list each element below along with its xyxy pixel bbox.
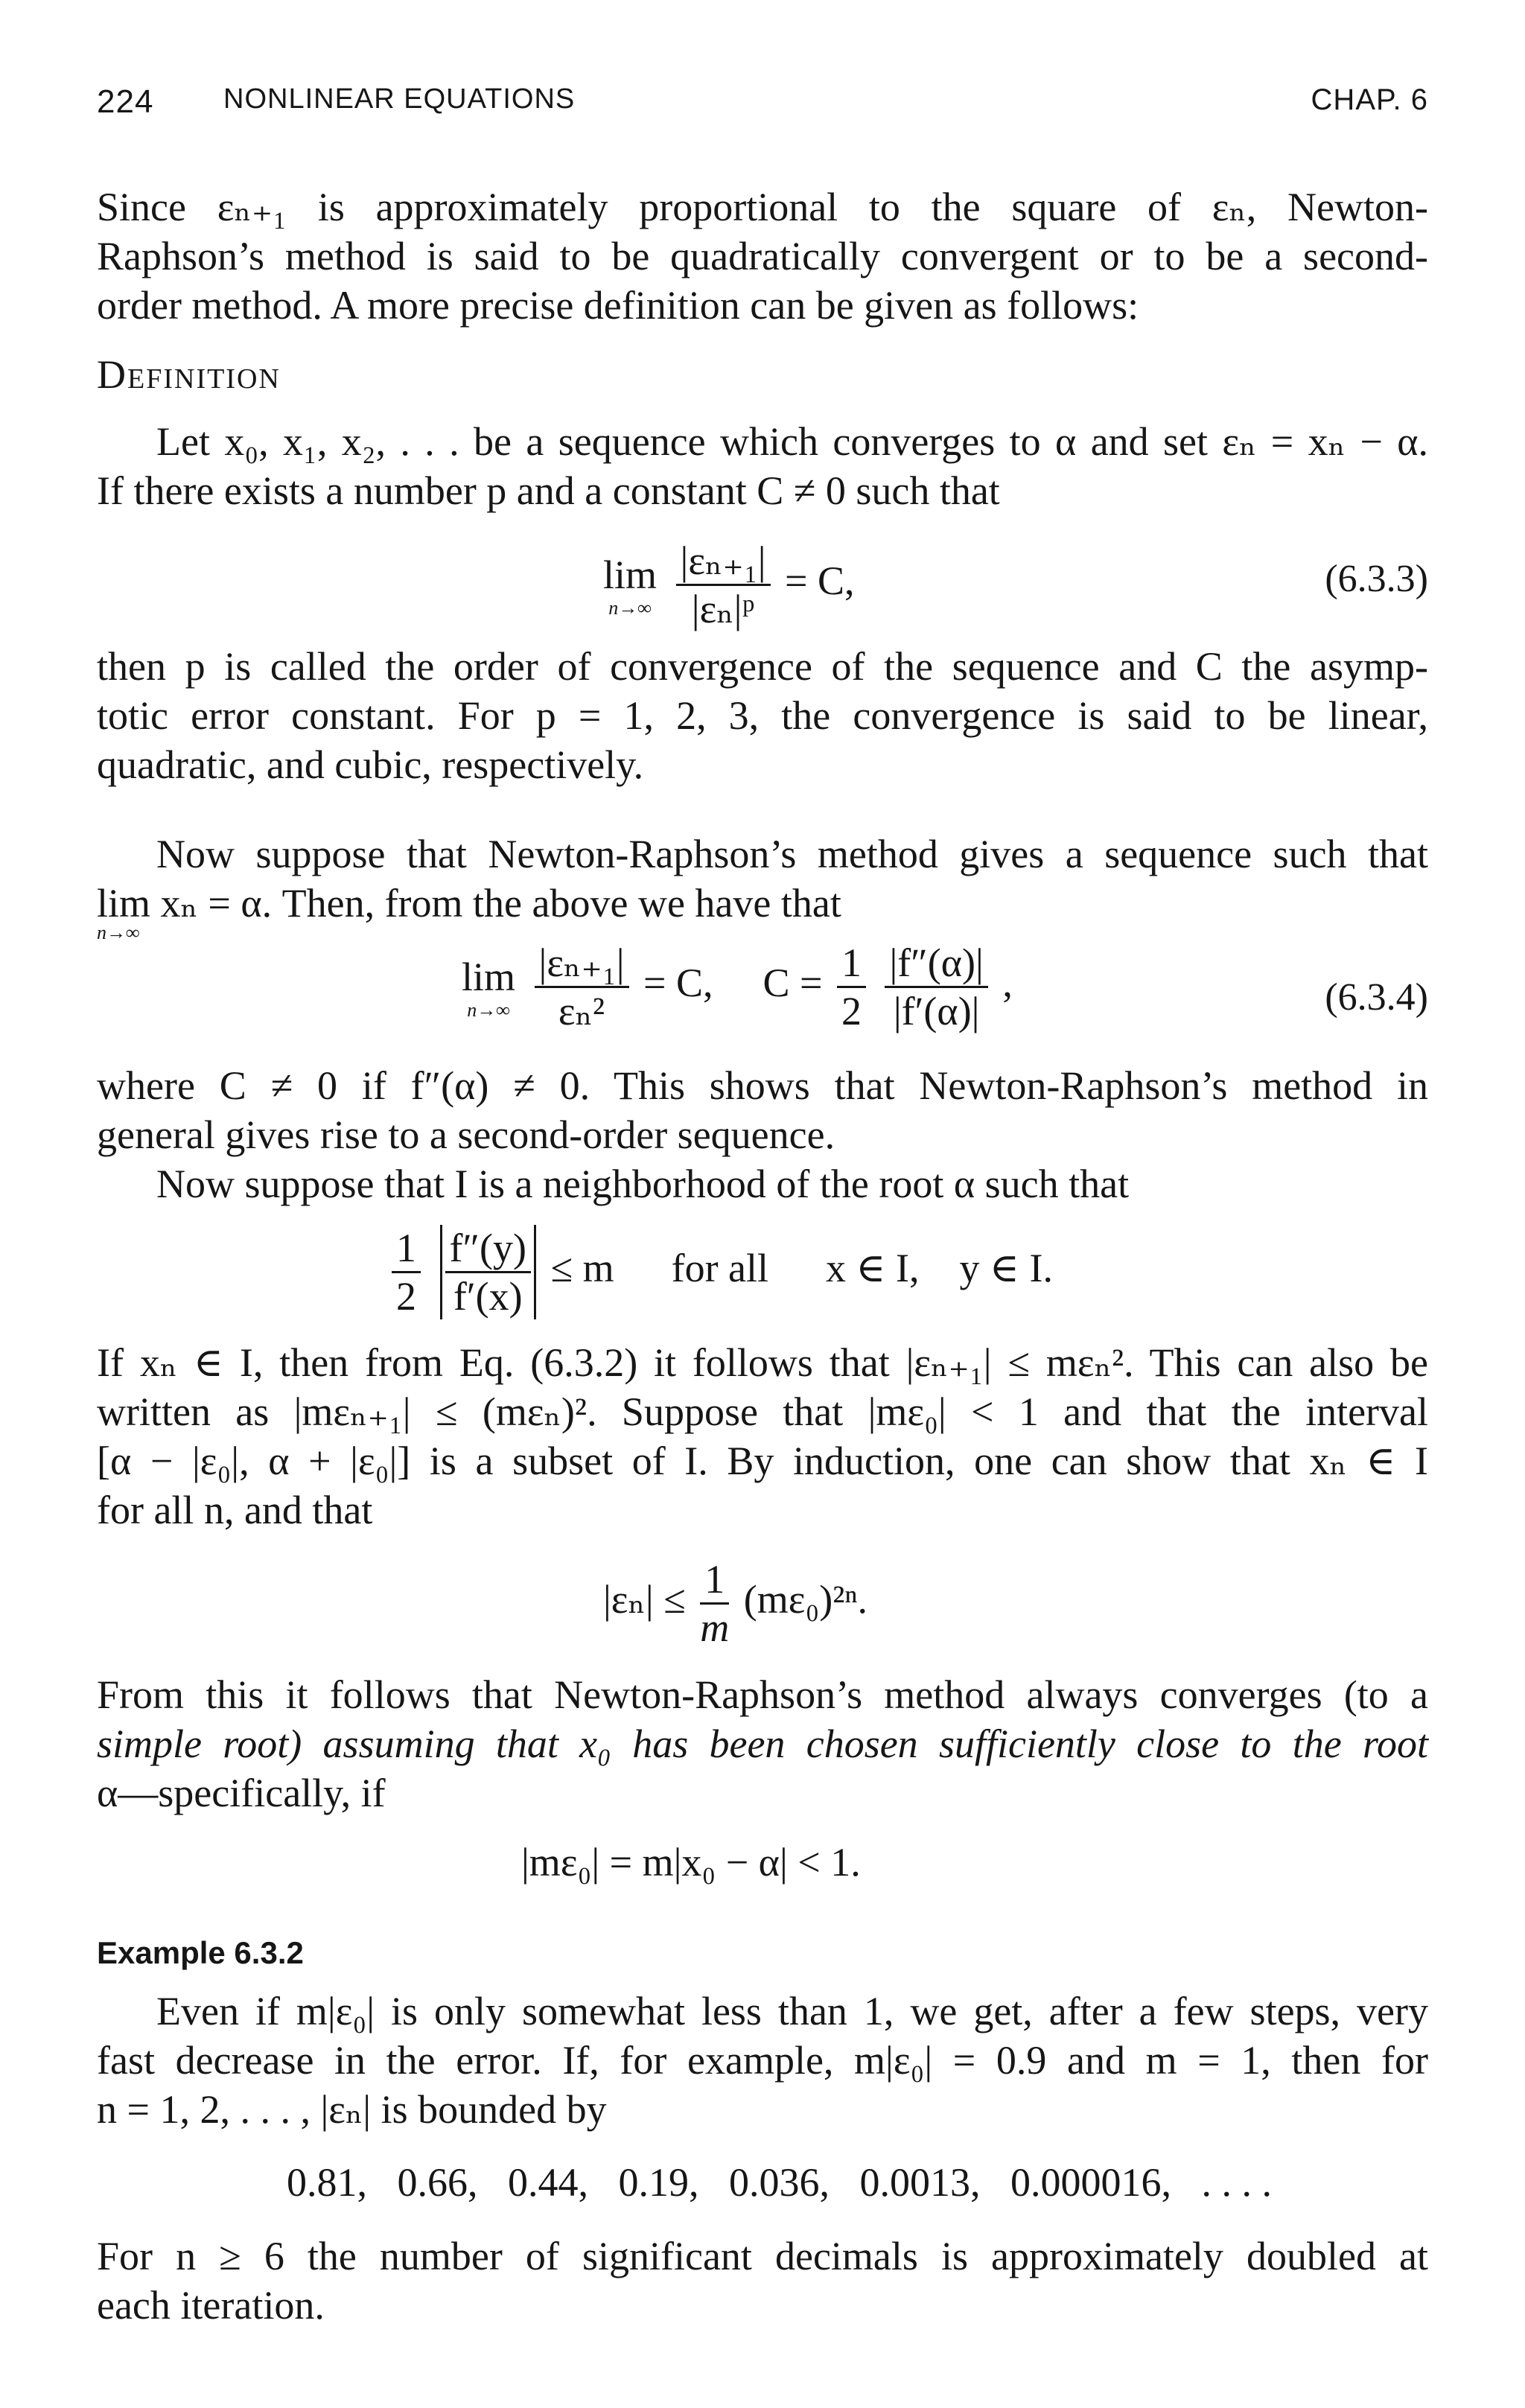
running-title: NONLINEAR EQUATIONS <box>223 83 576 115</box>
lim-subscript: n→∞ <box>97 922 140 943</box>
fraction-denominator: m <box>700 1605 730 1650</box>
paragraph-4-line-2: written as |mεₙ₊₁| ≤ (mεₙ)². Suppose that |mε₀| < 1 and that the interval <box>97 1389 1428 1434</box>
paragraph-5-line-2: simple root) assuming that x₀ has been chosen sufficiently close to the root <box>97 1721 1428 1766</box>
derivative-ratio-numerator: |f″(α)| <box>885 940 987 988</box>
definition-2-line-2: totic error constant. For p = 1, 2, 3, the convergence is said to be linear, <box>97 693 1428 738</box>
lim-subscript: n→∞ <box>608 596 652 619</box>
equation-6-3-3 <box>603 538 855 632</box>
definition-line-1: Let x₀, x₁, x₂, . . . be a sequence which converges to α and set εₙ = xₙ − α. <box>156 419 1428 464</box>
for-all-text: for all <box>671 1245 769 1290</box>
error-bound-lhs: |εₙ| ≤ <box>603 1576 686 1622</box>
equation-rhs: = C, <box>785 558 855 603</box>
paragraph-4-line-4: for all n, and that <box>97 1488 373 1532</box>
paragraph-5-line-3: α—specifically, if <box>97 1771 386 1815</box>
paragraph-4-line-3: [α − |ε₀|, α + |ε₀|] is a subset of I. By induction, one can show that xₙ ∈ I <box>97 1439 1428 1483</box>
paragraph-4-line-1: If xₙ ∈ I, then from Eq. (6.3.2) it follows that |εₙ₊₁| ≤ mεₙ². This can also be <box>97 1340 1428 1385</box>
paragraph-3-line-2: general gives rise to a second-order sequence. <box>97 1112 835 1157</box>
bound-rhs: ≤ m <box>550 1245 614 1290</box>
chapter-label: CHAP. 6 <box>1311 83 1428 116</box>
fraction-denominator: εₙ² <box>558 989 605 1033</box>
definition-line-2: If there exists a number p and a constant C ≠ 0 such that <box>97 468 1000 513</box>
fraction-numerator: |εₙ₊₁| <box>535 940 629 988</box>
page-number: 224 <box>97 83 154 120</box>
example-line-3: n = 1, 2, . . . , |εₙ| is bounded by <box>97 2087 607 2132</box>
half-denominator: 2 <box>396 1274 416 1319</box>
definition-heading: Definition <box>97 352 281 397</box>
fraction-denominator: |εₙ|ᵖ <box>691 587 755 631</box>
closing-line-2: each iteration. <box>97 2283 325 2328</box>
membership-condition: x ∈ I, y ∈ I. <box>826 1245 1053 1290</box>
equation-tail: , <box>1002 960 1013 1005</box>
fraction-numerator: 1 <box>700 1556 729 1605</box>
half-numerator: 1 <box>392 1225 421 1273</box>
paragraph-3-line-3: Now suppose that I is a neighborhood of the root α such that <box>156 1162 1130 1206</box>
c-definition-lhs: C = <box>762 960 823 1005</box>
paragraph-2-line-1: Now suppose that Newton-Raphson’s method gives a sequence such that <box>156 832 1428 876</box>
error-bound-equation <box>603 1556 867 1651</box>
convergence-condition: |mε₀| = m|x₀ − α| < 1. <box>521 1840 861 1885</box>
lim-subscript: n→∞ <box>467 998 510 1021</box>
equation-label-6-3-4: (6.3.4) <box>1325 976 1428 1019</box>
example-line-2: fast decrease in the error. If, for example, m|ε₀| = 0.9 and m = 1, then for <box>97 2038 1428 2083</box>
definition-2-line-1: then p is called the order of convergence of the sequence and C the asymp- <box>97 644 1428 689</box>
paragraph-1-line-3: order method. A more precise definition can be given as follows: <box>97 283 1139 328</box>
half-denominator: 2 <box>841 989 862 1033</box>
closing-line-1: For n ≥ 6 the number of significant decimals is approximately doubled at <box>97 2234 1428 2278</box>
lim-operator: lim <box>462 954 516 999</box>
definition-2-line-3: quadratic, and cubic, respectively. <box>97 742 644 787</box>
derivative-ratio-denominator: f′(x) <box>453 1274 523 1319</box>
paragraph-1-line-2: Raphson’s method is said to be quadratically convergent or to be a second- <box>97 234 1428 278</box>
equation-middle: = C, <box>643 960 713 1005</box>
bound-inequality <box>387 1225 1053 1319</box>
fraction-numerator: |εₙ₊₁| <box>676 538 771 586</box>
lim-operator: lim <box>603 552 658 597</box>
equation-6-3-4 <box>462 940 1013 1034</box>
example-line-1: Even if m|ε₀| is only somewhat less than 1, we get, after a few steps, very <box>156 1989 1428 2033</box>
error-bound-rhs: (mε₀)²ⁿ. <box>743 1576 867 1622</box>
example-heading: Example 6.3.2 <box>97 1935 304 1970</box>
paragraph-5-line-1: From this it follows that Newton-Raphson’s method always converges (to a <box>97 1672 1428 1717</box>
paragraph-1-line-1: Since εₙ₊₁ is approximately proportional to the square of εₙ, Newton- <box>97 185 1428 229</box>
error-bound-sequence: 0.81, 0.66, 0.44, 0.19, 0.036, 0.0013, 0.000016, . . . . <box>287 2160 1272 2205</box>
paragraph-3-line-1: where C ≠ 0 if f″(α) ≠ 0. This shows that Newton-Raphson’s method in <box>97 1063 1428 1108</box>
derivative-ratio-numerator: f″(y) <box>445 1225 531 1273</box>
half-numerator: 1 <box>837 940 866 988</box>
derivative-ratio-denominator: |f′(α)| <box>893 989 980 1033</box>
equation-label-6-3-3: (6.3.3) <box>1325 558 1428 600</box>
paragraph-2-line-2: lim xₙ = α. Then, from the above we have that <box>97 881 841 926</box>
